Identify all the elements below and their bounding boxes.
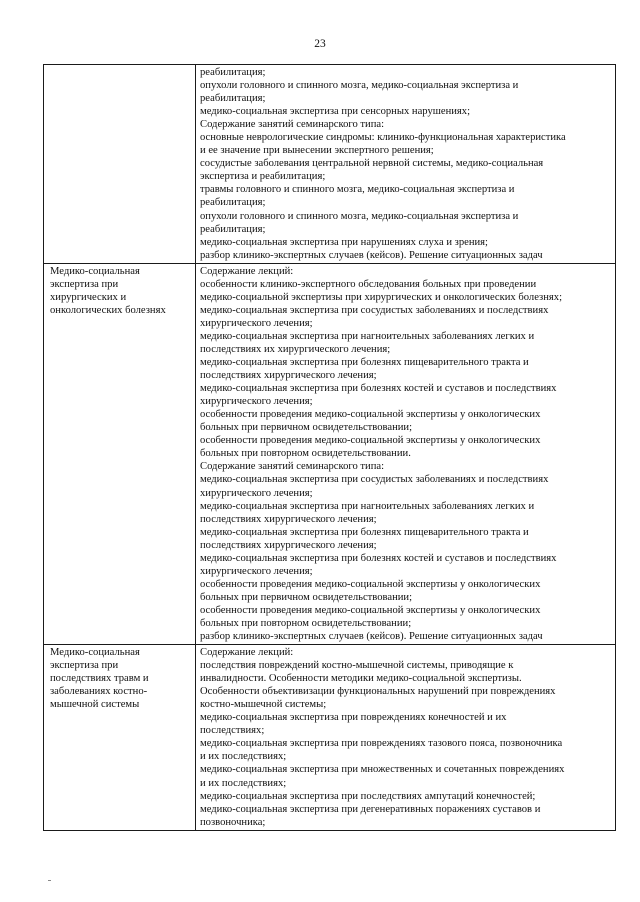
content-line: опухоли головного и спинного мозга, медико-социальная экспертиза и bbox=[200, 80, 519, 92]
content-line: костно-мышечной системы; bbox=[200, 699, 327, 711]
content-line: последствиях их хирургического лечения; bbox=[200, 343, 391, 355]
table-row bbox=[44, 645, 616, 831]
content-line: медико-социальная экспертиза при нарушениях слуха и зрения; bbox=[200, 236, 488, 248]
topic-cell bbox=[44, 65, 196, 264]
content-line: медико-социальная экспертиза при болезнях костей и суставов и последствиях bbox=[200, 383, 557, 395]
content-line: медико-социальная экспертиза при болезнях костей и суставов и последствиях bbox=[200, 552, 557, 564]
content-line: опухоли головного и спинного мозга, медико-социальная экспертиза и bbox=[200, 210, 519, 222]
content-line: последствиях хирургического лечения; bbox=[200, 513, 377, 525]
content-line: последствия повреждений костно-мышечной системы, приводящие к bbox=[200, 660, 514, 672]
content-line: Содержание лекций: bbox=[200, 265, 294, 277]
content-line: медико-социальная экспертиза при множественных и сочетанных повреждениях bbox=[200, 764, 565, 776]
content-line: особенности проведения медико-социальной экспертизы у онкологических bbox=[200, 409, 541, 421]
content-cell bbox=[196, 263, 616, 644]
content-line: хирургического лечения; bbox=[200, 396, 313, 408]
topic-line: заболеваниях костно- bbox=[50, 686, 148, 698]
scan-artifact bbox=[48, 880, 51, 881]
content-line: сосудистые заболевания центральной нервной системы, медико-социальная bbox=[200, 158, 544, 170]
content-line: реабилитация; bbox=[200, 67, 266, 78]
content-line: позвоночника; bbox=[200, 816, 266, 828]
topic-cell bbox=[44, 645, 196, 831]
content-line: последствиях хирургического лечения; bbox=[200, 370, 377, 382]
content-line: хирургического лечения; bbox=[200, 487, 313, 499]
page-number: 23 bbox=[314, 38, 326, 50]
content-cell bbox=[196, 645, 616, 831]
content-line: медико-социальная экспертиза при болезнях пищеварительного тракта и bbox=[200, 357, 529, 369]
content-line: инвалидности. Особенности методики медико-социальной экспертизы. bbox=[200, 673, 522, 685]
content-line: и их последствиях; bbox=[200, 751, 287, 763]
topic-line: хирургических и bbox=[50, 291, 127, 303]
content-line: особенности проведения медико-социальной экспертизы у онкологических bbox=[200, 604, 541, 616]
content-line: больных при первичном освидетельствовании; bbox=[200, 591, 413, 603]
content-line: больных при первичном освидетельствовании; bbox=[200, 422, 413, 434]
topic-line: экспертиза при bbox=[50, 660, 119, 672]
content-line: медико-социальная экспертиза при нагноительных заболеваниях легких и bbox=[200, 330, 535, 342]
content-line: и их последствиях; bbox=[200, 777, 287, 789]
topic-line: последствиях травм и bbox=[50, 673, 149, 685]
content-line: медико-социальная экспертиза при болезнях пищеварительного тракта и bbox=[200, 526, 529, 538]
topic-line: Медико-социальная bbox=[50, 265, 140, 277]
content-line: медико-социальная экспертиза при повреждениях тазового пояса, позвоночника bbox=[200, 738, 563, 750]
table-row bbox=[44, 65, 616, 264]
content-line: Особенности объективизации функциональных нарушений при повреждениях bbox=[200, 686, 556, 698]
content-line: медико-социальная экспертиза при сенсорных нарушениях; bbox=[200, 106, 471, 118]
topic-line: экспертиза при bbox=[50, 278, 119, 290]
content-line: экспертиза и реабилитация; bbox=[200, 171, 326, 183]
curriculum-table bbox=[43, 64, 616, 831]
content-line: Содержание лекций: bbox=[200, 647, 294, 659]
content-line: основные неврологические синдромы: клинико-функциональная характеристика bbox=[200, 132, 566, 144]
content-line: хирургического лечения; bbox=[200, 317, 313, 329]
topic-cell bbox=[44, 263, 196, 644]
table-row bbox=[44, 263, 616, 644]
content-line: медико-социальная экспертиза при повреждениях конечностей и их bbox=[200, 712, 507, 724]
content-line: медико-социальная экспертиза при нагноительных заболеваниях легких и bbox=[200, 500, 535, 512]
content-line: реабилитация; bbox=[200, 223, 266, 235]
content-line: Содержание занятий семинарского типа: bbox=[200, 119, 385, 131]
content-line: последствиях хирургического лечения; bbox=[200, 539, 377, 551]
content-line: медико-социальной экспертизы при хирургических и онкологических болезнях; bbox=[200, 291, 563, 303]
content-line: особенности клинико-экспертного обследования больных при проведении bbox=[200, 278, 537, 290]
content-line: особенности проведения медико-социальной экспертизы у онкологических bbox=[200, 435, 541, 447]
content-line: медико-социальная экспертиза при сосудистых заболеваниях и последствиях bbox=[200, 304, 549, 316]
content-cell bbox=[196, 65, 616, 264]
content-line: последствиях; bbox=[200, 725, 265, 737]
content-line: реабилитация; bbox=[200, 197, 266, 209]
content-line: особенности проведения медико-социальной экспертизы у онкологических bbox=[200, 578, 541, 590]
content-line: медико-социальная экспертиза при последствиях ампутаций конечностей; bbox=[200, 790, 536, 802]
content-line: медико-социальная экспертиза при дегенеративных поражениях суставов и bbox=[200, 803, 541, 815]
content-line: больных при повторном освидетельствовании. bbox=[200, 448, 411, 460]
content-line: травмы головного и спинного мозга, медико-социальная экспертиза и bbox=[200, 184, 515, 196]
content-line: реабилитация; bbox=[200, 93, 266, 105]
topic-line: онкологических болезнях bbox=[50, 304, 166, 316]
content-line: больных при повторном освидетельствовании; bbox=[200, 617, 412, 629]
content-line: Содержание занятий семинарского типа: bbox=[200, 461, 385, 473]
topic-line: мышечной системы bbox=[50, 699, 140, 711]
content-line: и ее значение при вынесении экспертного решения; bbox=[200, 145, 434, 157]
content-line: хирургического лечения; bbox=[200, 565, 313, 577]
topic-line: Медико-социальная bbox=[50, 647, 140, 659]
content-line: разбор клинико-экспертных случаев (кейсов). Решение ситуационных задач bbox=[200, 249, 543, 261]
content-line: разбор клинико-экспертных случаев (кейсов). Решение ситуационных задач bbox=[200, 631, 543, 643]
content-line: медико-социальная экспертиза при сосудистых заболеваниях и последствиях bbox=[200, 474, 549, 486]
